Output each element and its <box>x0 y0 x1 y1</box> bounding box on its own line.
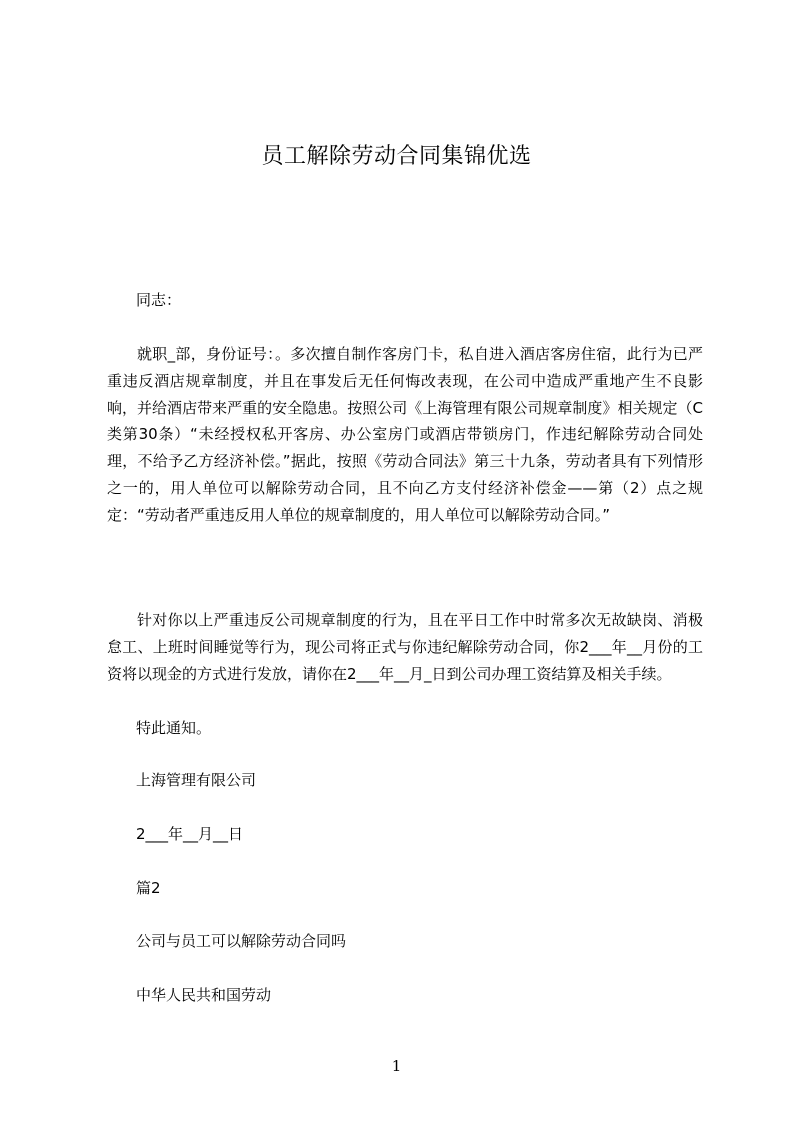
page-number: 1 <box>391 1057 402 1075</box>
section-text: 中华人民共和国劳动 <box>136 986 272 1004</box>
section-label: 篇2 <box>136 879 161 897</box>
date-line: 2___年__月__日 <box>136 825 244 843</box>
paragraph-dismissal-decision: 针对你以上严重违反公司规章制度的行为，且在平日工作中时常多次无故缺岗、消极怠工、上班时间睡觉等行为，现公司将正式与你违纪解除劳动合同，你2___年__月份的工资将以现金的方式进行发放，请你在2___年__月_日到公司办理工资结算及相关手续。 <box>107 611 703 683</box>
notice-line: 特此通知。 <box>136 719 212 737</box>
document-title: 员工解除劳动合同集锦优选 <box>261 144 532 169</box>
paragraph-dismissal-reason: 就职_部，身份证号：。多次擅自制作客房门卡，私自进入酒店客房住宿，此行为已严重违反酒店规章制度，并且在事发后无任何悔改表现，在公司中造成严重地产生不良影响，并给酒店带来严重的安全隐患。按照公司《上海管理有限公司规章制度》相关规定（C类第30条）“未经授权私开客房、办公室房门或酒店带锁房门，作违纪解除劳动合同处理，不给予乙方经济补偿。”据此，按照《劳动合同法》第三十九条，劳动者具有下列情形之一的，用人单位可以解除劳动合同，且不向乙方支付经济补偿金——第（2）点之规定：“劳动者严重违反用人单位的规章制度的，用人单位可以解除劳动合同。” <box>107 345 703 524</box>
section-heading: 公司与员工可以解除劳动合同吗 <box>136 932 347 950</box>
company-name: 上海管理有限公司 <box>136 771 257 789</box>
salutation: 同志： <box>136 291 182 309</box>
